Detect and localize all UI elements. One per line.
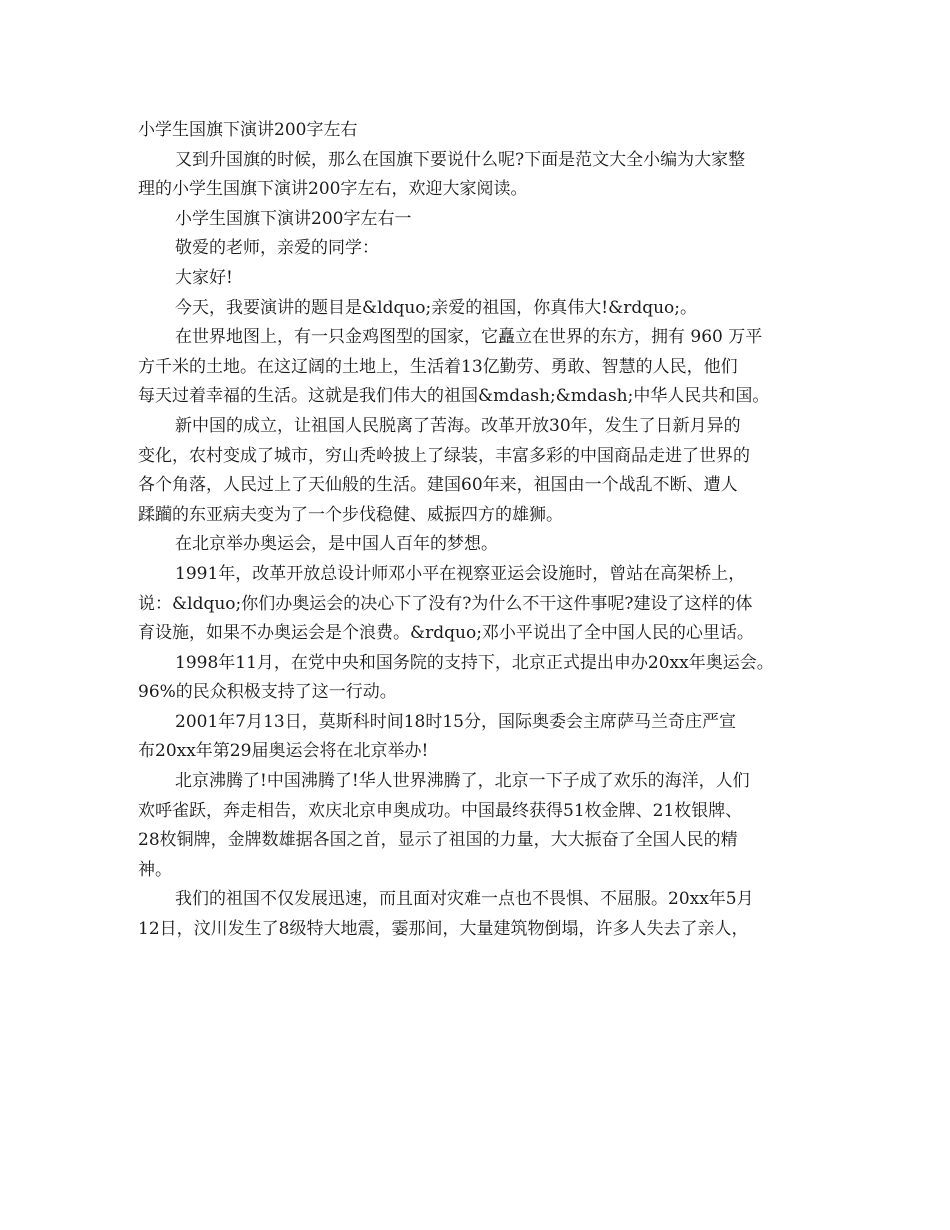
text-line: 小学生国旗下演讲200字左右一 xyxy=(175,208,412,229)
text-line: 北京沸腾了!中国沸腾了!华人世界沸腾了，北京一下子成了欢乐的海洋，人们 xyxy=(175,771,750,792)
text-line: 28枚铜牌，金牌数雄据各国之首，显示了祖国的力量，大大振奋了全国人民的精 xyxy=(138,830,738,851)
text-line: 今天，我要演讲的题目是&ldquo;亲爱的祖国，你真伟大!&rdquo;。 xyxy=(175,297,698,318)
text-line: 2001年7月13日，莫斯科时间18时15分，国际奥委会主席萨马兰奇庄严宣 xyxy=(175,711,736,732)
text-line: 理的小学生国旗下演讲200字左右，欢迎大家阅读。 xyxy=(138,179,528,200)
text-line: 育设施，如果不办奥运会是个浪费。&rdquo;邓小平说出了全中国人民的心里话。 xyxy=(138,623,754,644)
text-line: 欢呼雀跃，奔走相告，欢庆北京申奥成功。中国最终获得51枚金牌、21枚银牌、 xyxy=(138,800,743,821)
text-line: 敬爱的老师，亲爱的同学： xyxy=(175,238,379,259)
text-line: 新中国的成立，让祖国人民脱离了苦海。改革开放30年，发生了日新月异的 xyxy=(175,415,741,436)
text-line: 1991年，改革开放总设计师邓小平在视察亚运会设施时，曾站在高架桥上， xyxy=(175,563,746,584)
text-line: 每天过着幸福的生活。这就是我们伟大的祖国&mdash;&mdash;中华人民共和国。 xyxy=(138,386,770,407)
text-line: 神。 xyxy=(138,859,172,880)
text-line: 我们的祖国不仅发展迅速，而且面对灾难一点也不畏惧、不屈服。20xx年5月 xyxy=(175,889,754,910)
text-line: 1998年11月，在党中央和国务院的支持下，北京正式提出申办20xx年奥运会。 xyxy=(175,652,774,673)
text-line: 各个角落，人民过上了天仙般的生活。建国60年来，祖国由一个战乱不断、遭人 xyxy=(138,475,738,496)
text-line: 变化，农村变成了城市，穷山秃岭披上了绿装，丰富多彩的中国商品走进了世界的 xyxy=(138,445,750,466)
text-line: 又到升国旗的时候，那么在国旗下要说什么呢?下面是范文大全小编为大家整 xyxy=(175,149,746,170)
text-line: 在世界地图上，有一只金鸡图型的国家，它矗立在世界的东方，拥有 960 万平 xyxy=(175,327,763,348)
text-line: 蹂躏的东亚病夫变为了一个步伐稳健、威振四方的雄狮。 xyxy=(138,504,563,525)
text-line: 96%的民众积极支持了这一行动。 xyxy=(138,682,397,703)
text-line: 说：&ldquo;你们办奥运会的决心下了没有?为什么不干这件事呢?建设了这样的体 xyxy=(138,593,753,614)
document-body xyxy=(138,116,828,945)
text-line: 在北京举办奥运会，是中国人百年的梦想。 xyxy=(175,534,498,555)
text-line: 方千米的土地。在这辽阔的土地上，生活着13亿勤劳、勇敢、智慧的人民，他们 xyxy=(138,356,738,377)
text-line: 大家好! xyxy=(175,267,233,288)
document-title: 小学生国旗下演讲200字左右 xyxy=(138,120,358,140)
text-line: 布20xx年第29届奥运会将在北京举办! xyxy=(138,741,429,762)
text-line: 12日，汶川发生了8级特大地震，霎那间，大量建筑物倒塌，许多人失去了亲人， xyxy=(138,919,749,940)
